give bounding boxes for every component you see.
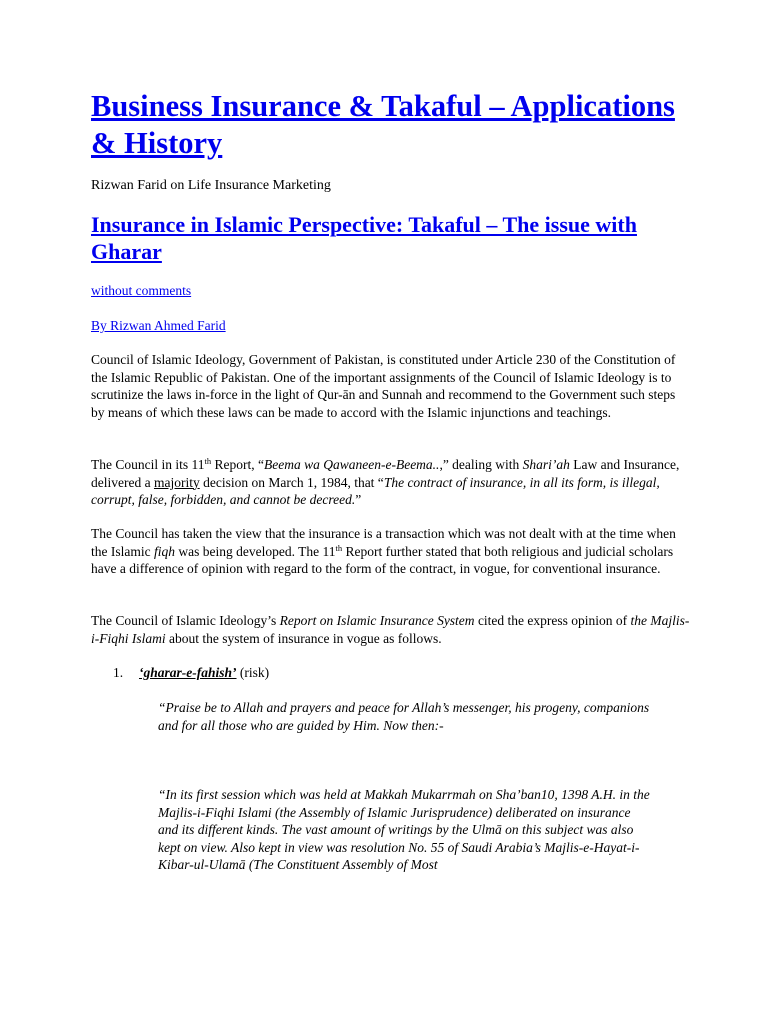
text-run: ,” dealing with: [439, 457, 523, 472]
report-title-italic: Beema wa Qawaneen-e-Beema..: [264, 457, 440, 472]
text-run: The Council has taken the view that the insurance is a transaction which was not dealt with at the time when the Islamic: [91, 526, 676, 559]
quote-1: “Praise be to Allah and prayers and peace for Allah’s messenger, his progeny, companions and for all those who are guided by Him. Now then:-: [158, 700, 650, 733]
term-italic: fiqh: [153, 543, 175, 559]
post-title: [91, 211, 691, 265]
paragraph-2: [91, 456, 691, 509]
comments-link[interactable]: without comments: [91, 283, 192, 298]
text-run: Law and Insurance, delivered a: [91, 457, 680, 490]
text-run: The Council in its 11: [91, 457, 205, 472]
term-italic: Shari’ah: [522, 457, 570, 472]
quote-2: “In its first session which was held at Makkah Mukarrmah on Sha’ban10, 1398 A.H. in the Majlis-i-Fiqhi Islami (the Assembly of Islamic Jurisprudence) deliberated on insurance and its different kinds. The vast amount of writings by the Ulmā on this subject was also kept on view. Also kept in view was resolution No. 55 of Saudi Arabia’s Majlis-e-Hayat-i-Kibar-ul-Ulamā (The Constituent Assembly of Most: [158, 787, 650, 873]
paragraph-3: [91, 525, 691, 578]
text-run: decision on March 1, 1984, that “: [199, 474, 384, 490]
post-title-link[interactable]: Insurance in Islamic Perspective: Takaful – The issue with Gharar: [91, 212, 637, 264]
comments-row: [91, 282, 191, 300]
text-run: Report, “: [211, 457, 264, 472]
list-term: ‘gharar-e-fahish’: [139, 665, 237, 680]
text-run: was being developed. The 11: [175, 543, 336, 559]
blog-title: [91, 88, 691, 162]
paragraph-4: [91, 612, 691, 647]
blog-title-link[interactable]: Business Insurance & Takaful – Applications & History: [91, 89, 675, 160]
list-item: [113, 664, 269, 682]
text-run: ”: [355, 492, 362, 508]
text-run: The Council of Islamic Ideology’s: [91, 613, 280, 628]
underlined-word: majority: [153, 474, 200, 490]
superscript: th: [204, 456, 212, 466]
text-run: Report further stated that both religious and judicial scholars have a difference of opinion with regard to the form of the contract, in vogue, for conventional insurance.: [91, 543, 674, 577]
decision-quote-italic: The contract of insurance, in all its form, is illegal, corrupt, false, forbidden, and cannot be decreed.: [91, 474, 660, 508]
assembly-name-italic: the Majlis-i-Fiqhi Islami: [91, 613, 690, 646]
blog-byline: Rizwan Farid on Life Insurance Marketing: [91, 178, 331, 193]
author-link[interactable]: By Rizwan Ahmed Farid: [91, 318, 226, 333]
superscript: th: [335, 542, 343, 553]
paragraph-1: Council of Islamic Ideology, Government of Pakistan, is constituted under Article 230 of the Constitution of the Islamic Republic of Pakistan. One of the important assignments of the Council of Islamic Ideology is to scrutinize the laws in-force in the light of Qur-ān and Sunnah and recommend to the Government such steps by means of which these laws can be made to accord with the Islamic injunctions and teachings.: [91, 352, 676, 420]
list-number: 1.: [113, 665, 124, 680]
report-title-italic: Report on Islamic Insurance System: [279, 613, 475, 628]
list-suffix: (risk): [236, 665, 270, 680]
author-row: [91, 317, 226, 335]
text-run: cited the express opinion of: [474, 613, 631, 628]
text-run: about the system of insurance in vogue as follows.: [165, 630, 442, 646]
